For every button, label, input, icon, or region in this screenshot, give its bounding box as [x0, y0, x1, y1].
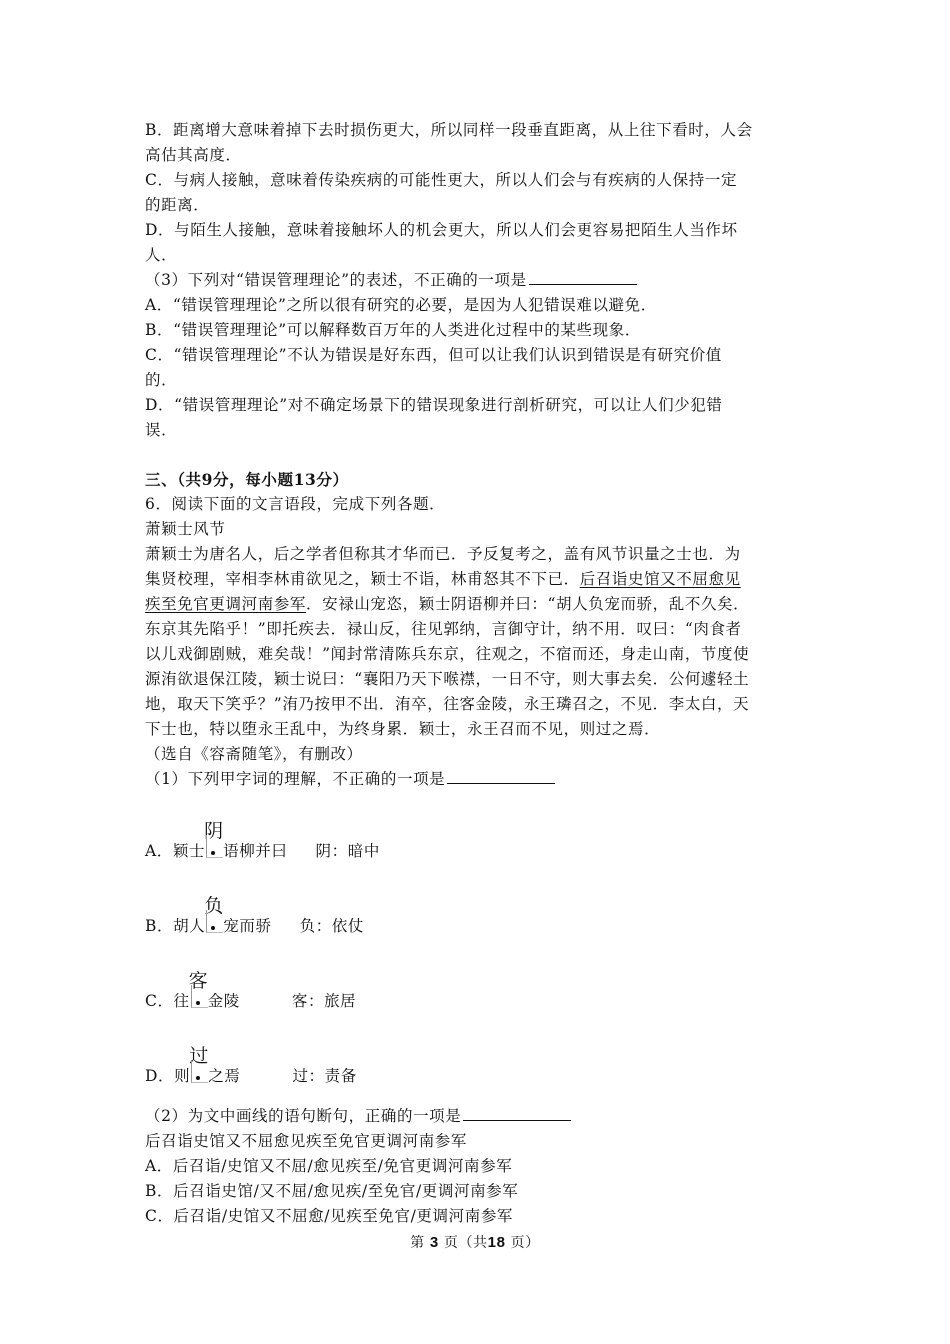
sub-question-2-option: A．后召诣/史馆又不屈/愈见疾至/免官更调河南参军 [145, 1157, 513, 1175]
sub-question-2-option: B．后召诣史馆/又不屈/愈见疾/至免官/更调河南参军 [145, 1182, 519, 1200]
option-line: D．与陌生人接触，意味着接触坏人的机会更大，所以人们会更容易把陌生人当作坏 [145, 221, 738, 239]
passage-line: 下士也，特以堕永王乱中，为终身累．颖士，永王召而不见，则过之焉． [145, 720, 661, 738]
passage-line: 集贤校理，宰相李林甫欲见之，颖士不诣，林甫怒其不下已．后召诣史馆又不屈愈见 [145, 570, 741, 588]
option-line: C．与病人接触，意味着传染疾病的可能性更大，所以人们会与有疾病的人保持一定 [145, 171, 738, 189]
option-line: 的距离． [145, 196, 210, 214]
sub-question-2-stem: （2）为文中画线的语句断句，正确的一项是 [145, 1104, 813, 1129]
underlined-sentence: 后召诣史馆又不屈愈见 [579, 570, 741, 588]
passage-line: 疾至免官更调河南参军．安禄山宠恣，颖士阴语柳并曰：“胡人负宠而骄，乱不久矣． [145, 595, 750, 613]
option-line: 高估其高度． [145, 146, 242, 164]
passage-line: 萧颖士为唐名人，后之学者但称其才华而已．予反复考之，盖有风节识量之士也．为 [145, 545, 741, 563]
section-each-score: 13 [293, 470, 317, 489]
sub-question-2-sentence: 后召诣史馆又不屈愈见疾至免官更调河南参军 [145, 1132, 468, 1150]
char-meaning: 负：依仗 [299, 917, 365, 935]
page-footer: 第 3 页（共18 页） [410, 1234, 540, 1251]
passage-line: 源洧欲退保江陵，颖士说曰：“襄阳乃天下喉襟，一日不守，则大事去矣．公何遽轻土 [145, 670, 750, 688]
emphasized-char: 负 [205, 913, 223, 931]
question-3-option: D．“错误管理理论”对不确定场景下的错误现象进行剖析研究，可以让人们少犯错 [145, 396, 723, 414]
sub-question-1-option-d: D．则 过 之焉 过：责备 [145, 1045, 357, 1085]
passage-title: 萧颖士风节 [145, 520, 226, 538]
question-3-option: B．“错误管理理论”可以解释数百万年的人类进化过程中的某些现象． [145, 321, 641, 339]
sub-question-2-option: C．后召诣/史馆又不屈愈/见疾至免官/更调河南参军 [145, 1207, 514, 1225]
char-meaning: 阴：暗中 [315, 842, 380, 860]
sub-question-1-stem: （1）下列甲字词的理解，不正确的一项是 [145, 767, 813, 792]
char-meaning: 过：责备 [292, 1067, 357, 1085]
section-total-score: 9 [201, 470, 214, 489]
page-number: 3 [429, 1234, 439, 1251]
emphasized-char: 过 [190, 1063, 208, 1081]
page-total: 18 [487, 1234, 506, 1251]
question-6-intro: 6．阅读下面的文言语段，完成下列各题． [145, 495, 446, 513]
passage-line: 地，取天下笑乎？”洧乃按甲不出．洧卒，往客金陵，永王璘召之，不见．李太白，天 [145, 695, 750, 713]
answer-blank [529, 270, 637, 285]
answer-blank [463, 1106, 571, 1121]
question-3-stem [145, 268, 813, 293]
emphasis-dot-icon [196, 1001, 200, 1005]
question-3-text: （3）下列对“错误管理理论”的表述，不正确的一项是 [145, 271, 527, 289]
passage-line: 东京其先陷乎！”即托疾去．禄山反，往见郭纳，言御守计，纳不用．叹曰：“肉食者 [145, 620, 742, 638]
question-3-option: 的． [145, 371, 178, 389]
option-line: 人． [145, 246, 178, 264]
emphasized-char: 阴 [205, 838, 223, 856]
emphasized-char: 客 [190, 988, 208, 1006]
passage-line: 以儿戏御剧贼，难矣哉！”闻封常清陈兵东京，往观之，不宿而还，身走山南，节度使 [145, 645, 750, 663]
question-3-option: C．“错误管理理论”不认为错误是好东西，但可以让我们认识到错误是有研究价值 [145, 346, 722, 364]
sub-question-1-option-c: C．往 客 金陵 客：旅居 [145, 970, 357, 1010]
question-3-option: A．“错误管理理论”之所以很有研究的必要，是因为人犯错误难以避免． [145, 296, 657, 314]
answer-blank [447, 769, 555, 784]
question-3-option: 误． [145, 421, 178, 439]
sub-question-1-option-a: A．颖士 阴 语柳并曰 阴：暗中 [145, 820, 380, 860]
section-heading: 三、（共9分，每小题13分） [145, 470, 349, 489]
document-page [145, 118, 813, 1229]
sub-question-1-option-b: B．胡人 负 宠而骄 负：依仗 [145, 895, 365, 935]
underlined-sentence: 疾至免官更调河南参军 [145, 595, 307, 613]
char-meaning: 客：旅居 [291, 992, 357, 1010]
passage-source: （选自《容斋随笔》，有删改） [145, 745, 363, 763]
option-line: B．距离增大意味着掉下去时损伤更大，所以同样一段垂直距离，从上往下看时，人会 [145, 121, 753, 139]
